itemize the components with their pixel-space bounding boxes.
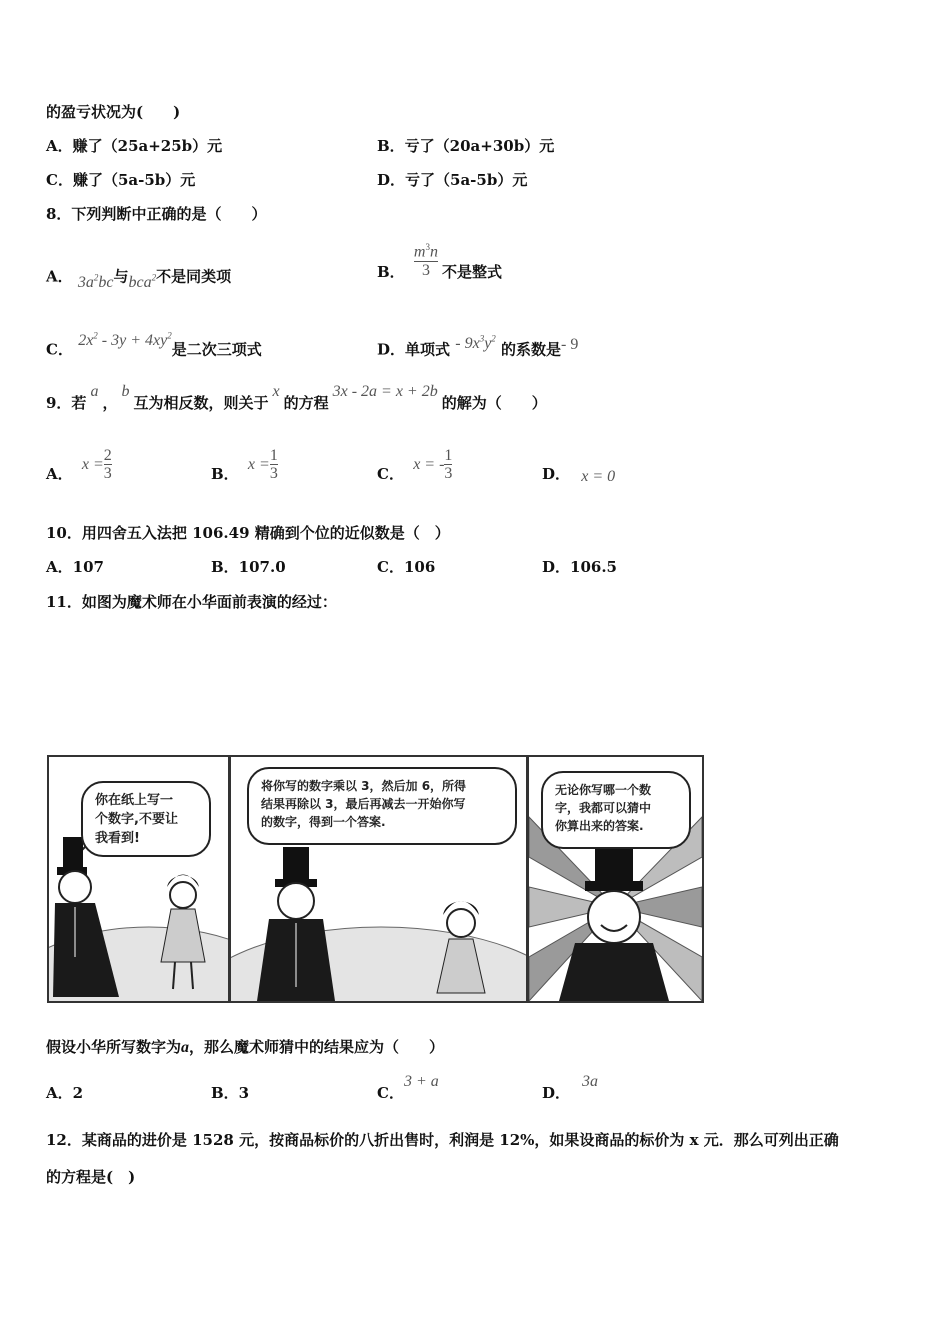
q9-option-d: D． x = 0 (542, 465, 616, 485)
q8-option-d: D．单项式 - $9x^3y^2$ 的系数是- 9 (377, 334, 579, 359)
q7-option-d: D．亏了（5a-5b）元 (377, 171, 528, 189)
q10-option-d: D．106.5 (542, 558, 617, 576)
magician-comic (47, 755, 704, 1003)
q8-stem: 8．下列判断中正确的是（ ） (46, 205, 267, 223)
q11-stem: 11．如图为魔术师在小华面前表演的经过： (46, 593, 337, 611)
speech-bubble-3: 无论你写哪一个数 字，我都可以猜中 你算出来的答案. (541, 771, 691, 849)
q8-option-c: C． $2x^2 - 3y + 4xy^2$是二次三项式 (46, 331, 262, 359)
math-x-eq-0: x = 0 (581, 468, 616, 485)
math-2x2-3y-4xy2: $2x^2 - 3y + 4xy^2$ (78, 331, 172, 350)
math-one-third: $\frac{1}{3}$ (269, 446, 278, 482)
q10-stem: 10．用四舍五入法把 106.49 精确到个位的近似数是（ ） (46, 524, 450, 542)
math-x: x (272, 383, 280, 400)
q9-stem: 9．若a，b互为相反数，则关于x的方程3x - 2a = x + 2b的解为（ ） (46, 383, 547, 412)
q9-option-c: C． x = - $\frac{1}{3}$ (377, 446, 453, 483)
q10-option-b: B．107.0 (211, 558, 286, 576)
q11-option-a: A．2 (46, 1084, 84, 1102)
comic-panel-1 (49, 757, 231, 1001)
q7-option-c: C．赚了（5a-5b）元 (46, 171, 196, 189)
q8-option-a: A． $3a^2bc$与bca$^2$不是同类项 (46, 267, 232, 292)
math-neg9x3y2: - $9x^3y^2$ (455, 334, 496, 353)
q9-option-b: B． x = $\frac{1}{3}$ (211, 446, 278, 483)
q7-stem-tail: 的盈亏状况为( ) (46, 103, 181, 121)
q8-option-b: B． $\frac{m^3n}{3}$ 不是整式 (377, 262, 502, 282)
q11-question: 假设小华所写数字为a，那么魔术师猜中的结果应为（ ） (46, 1038, 445, 1056)
q9-option-a: A． x = $\frac{2}{3}$ (46, 446, 112, 483)
math-bca2: bca$^2$ (128, 273, 157, 292)
comic-panel-2 (231, 757, 529, 1001)
math-a: a (90, 383, 99, 400)
math-neg-one-third: $\frac{1}{3}$ (444, 446, 453, 482)
speech-bubble-2: 将你写的数字乘以 3，然后加 6，所得 结果再除以 3，最后再减去一开始你写 的数字，得到一个答案. (247, 767, 517, 845)
math-var-a: a (181, 1039, 190, 1056)
math-neg9: - 9 (561, 336, 579, 354)
math-b: b (121, 383, 130, 400)
math-two-thirds: $\frac{2}{3}$ (103, 446, 112, 482)
comic-panel-3 (529, 757, 702, 1001)
speech-bubble-1: 你在纸上写一 个数字,不要让 我看到! (81, 781, 211, 857)
q11-option-c: C．3 + a (377, 1073, 439, 1102)
q12-stem-line-1: 12．某商品的进价是 1528 元，按商品标价的八折出售时，利润是 12%，如果设商品的标价为 x 元．那么可列出正确 (46, 1131, 839, 1149)
q7-option-b: B．亏了（20a+30b）元 (377, 137, 555, 155)
q11-option-d: D．3a (542, 1073, 599, 1102)
math-equation: 3x - 2a = x + 2b (332, 383, 438, 400)
math-3-plus-a: 3 + a (403, 1073, 439, 1090)
q11-option-b: B．3 (211, 1084, 250, 1102)
q12-stem-line-2: 的方程是( ) (46, 1168, 136, 1186)
math-3a: 3a (582, 1073, 599, 1090)
math-3a2bc: $3a^2bc$ (77, 273, 114, 292)
q10-option-c: C．106 (377, 558, 436, 576)
q7-option-a: A．赚了（25a+25b）元 (46, 137, 223, 155)
math-m3n-over-3: $\frac{m^3n}{3}$ (413, 242, 438, 279)
q10-option-a: A．107 (46, 558, 104, 576)
